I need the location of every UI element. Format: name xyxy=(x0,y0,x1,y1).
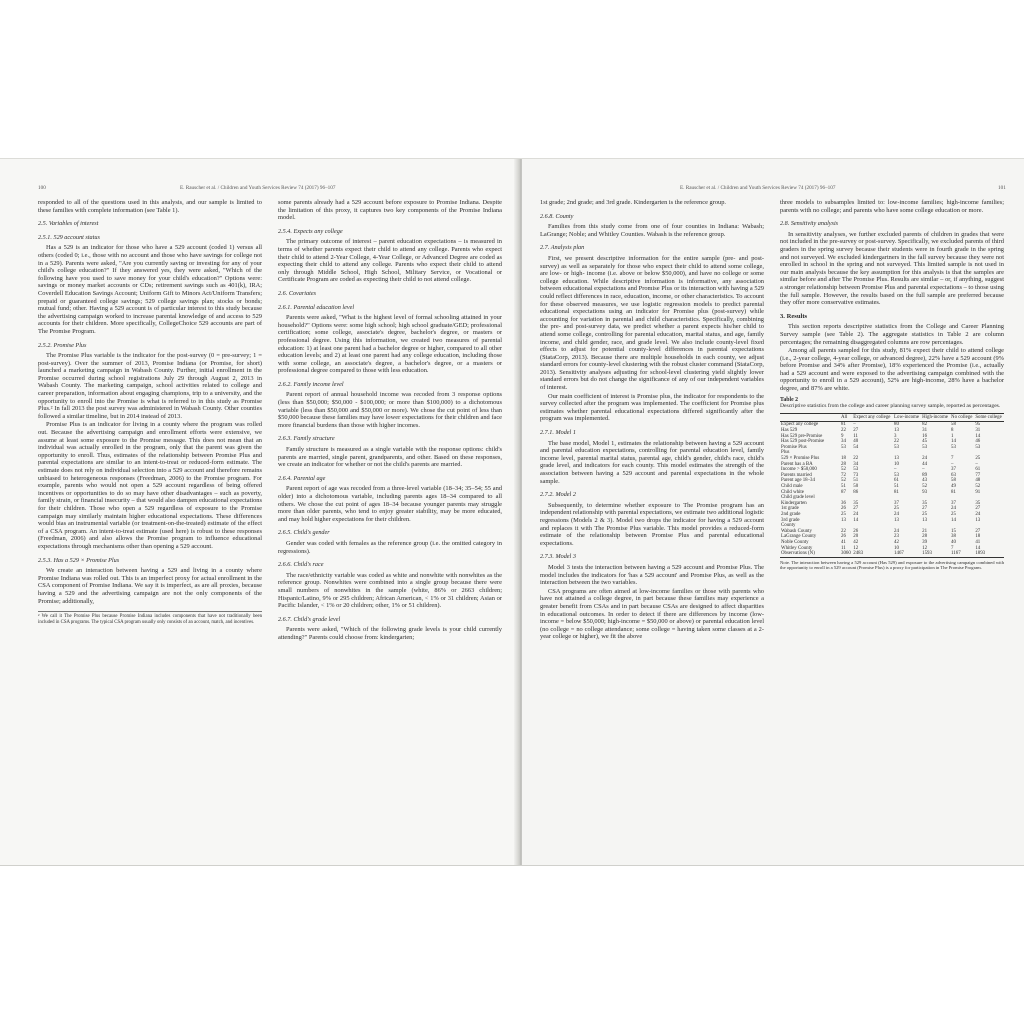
subsection-heading: 2.5.1. 529 account status xyxy=(38,233,100,241)
table-row-label: 2nd grade xyxy=(781,511,801,517)
table-cell: 81 xyxy=(951,489,956,495)
table-cell: 14 xyxy=(975,545,981,551)
table-cell: 34 xyxy=(853,461,859,467)
table-cell: 26 xyxy=(841,534,846,540)
table-cell: 13 xyxy=(975,517,981,523)
paragraph: three models to subsamples limited to: low-income families; high-income families; parents with no college; and parents who have some college education or more. xyxy=(780,199,1004,214)
table-cell: 53 xyxy=(853,467,859,473)
left-page xyxy=(0,159,518,865)
paragraph: Parent report of annual household income was recoded from 3 response options (less than $50,000; $50,000 - $100,000; or more than $100,000) to a dichotomous variable (less than $50,000 and $50,000 or more). We chose the cut point of less than $50,000 because these families may have lower expectations for their children and face more financial burdens than those with higher incomes. xyxy=(278,391,502,429)
table-row-label: 529 × Promise Plus xyxy=(781,456,820,461)
table-row-label: Observations (N) xyxy=(781,551,815,557)
left-column-2 xyxy=(278,199,502,643)
subsection-heading: 2.6.1. Parental education level xyxy=(278,303,355,311)
subsection-heading: 2.6.2. Family income level xyxy=(278,380,344,388)
paragraph: Parent report of age was recoded from a three-level variable (18–34; 35–54; 55 and older) into a dichotomous variable, including parents ages 18–34 compared to all others. We chose the cut point of ages 18–34 because younger parents may struggle more than older parents, who tend to enjoy greater stability, may be more educated, and may hold higher expectations for their children. xyxy=(278,485,502,523)
table-cell: 77 xyxy=(975,472,981,478)
right-column-1 xyxy=(540,199,764,642)
table-cell: 24 xyxy=(894,528,899,534)
table-cell: 37 xyxy=(951,500,956,506)
paragraph: Subsequently, to determine whether exposure to The Promise program has an independent relationship with parental expectations, we estimate two additional logistic regressions (Models 2 & 3). Model two drops the indicator for having a 529 account and replaces it with The Promise Plus variable. This model provides a reduced-form estimate of the relationship between Promise Plus and parental educational expectations. xyxy=(540,501,764,547)
table-cell: 9 xyxy=(841,433,844,439)
table-cell: 25 xyxy=(894,506,899,512)
section-heading: 2.6. Covariates xyxy=(278,289,316,297)
table-cell: 41 xyxy=(841,539,846,545)
section-heading: 2.7. Analysis plan xyxy=(540,244,585,252)
table-note: Note. The interaction between having a 529 account (Has 529) and exposure to the advertising campaign combined with the opportunity to enroll in a 529 account (Promise Plus) is a proxy for participation in The Promise Program. xyxy=(780,559,1004,571)
table-cell: 1 xyxy=(951,433,954,439)
table-row-label: Whitley County xyxy=(781,545,813,551)
table-header-cell: No college xyxy=(950,413,974,422)
paragraph: Family structure is measured as a single variable with the response options: child's parents are married, single parent, grandparents, and other. Based on these responses, we create an indicator for whether or not the child's parents are married. xyxy=(278,446,502,469)
table-cell: 91 xyxy=(975,489,981,495)
table-cell: 7 xyxy=(951,545,954,551)
table-cell: 35 xyxy=(922,500,928,506)
table-caption-text: Descriptive statistics from the college and career planning survey sample, reported as percentages. xyxy=(780,403,1001,410)
table-cell: 58 xyxy=(951,422,956,428)
table-row-label: Kindergarten xyxy=(781,500,807,506)
table-cell: 40 xyxy=(853,439,859,445)
section-heading: 3. Results xyxy=(780,312,808,320)
table-cell: 61 xyxy=(975,467,981,473)
page-number: 100 xyxy=(38,185,46,191)
table-row-label: Child male xyxy=(781,483,803,489)
table-cell: 81 xyxy=(894,489,899,495)
table-cell: – xyxy=(922,467,925,473)
subsection-heading: 2.6.3. Family structure xyxy=(278,435,335,443)
table-cell: 35 xyxy=(853,500,859,506)
table-row-label: Parents married xyxy=(781,472,812,478)
table-cell: 22 xyxy=(853,456,859,461)
right-column-2 xyxy=(780,199,1004,571)
table-cell: 53 xyxy=(894,472,899,478)
right-page xyxy=(522,159,1024,865)
table-cell: 14 xyxy=(853,517,859,523)
table-row-label: Parent age 18–34 xyxy=(781,478,815,484)
subsection-heading: 2.6.6. Child's race xyxy=(278,561,324,569)
table-cell: 18 xyxy=(975,534,981,540)
table-header-cell: High-income xyxy=(921,413,950,422)
section-heading: 2.8. Sensitivity analysis xyxy=(780,220,839,228)
table-cell: 12 xyxy=(922,545,928,551)
table-cell: 27 xyxy=(975,506,981,512)
page-number: 101 xyxy=(998,185,1006,191)
table-row-label: 3rd grade xyxy=(781,517,800,523)
table-cell: 37 xyxy=(894,500,899,506)
table-cell: 44 xyxy=(922,461,928,467)
table-cell: 52 xyxy=(975,483,981,489)
table-cell: – xyxy=(951,461,954,467)
table-cell: 28 xyxy=(922,534,928,540)
table-row-label: Noble County xyxy=(781,539,809,545)
table-cell: 27 xyxy=(853,428,859,434)
table-cell: 31 xyxy=(922,428,928,434)
table-cell: 15 xyxy=(951,528,956,534)
table-row-label: Promise Plus xyxy=(781,444,807,450)
table-cell: 13 xyxy=(894,428,899,434)
table-row-label: Plus xyxy=(781,450,790,456)
table-header-cell: Expect any college xyxy=(852,413,893,422)
table-cell: 13 xyxy=(922,517,928,523)
paragraph: Among all parents sampled for this study, 81% expect their child to attend college (i.e., 2-year college, 4-year college, or advanced degree), 22% have a 529 account (9% before Promise and 34% after Promise), 18% experienced the Promise (i.e., actually had a 529 account and were exposed to the advertising campaign combined with the opportunity to enroll in a 529 account), 52% are high-income, 28% have a bachelor degree, and 87% are white. xyxy=(780,347,1004,393)
table-cell: 24 xyxy=(975,511,981,517)
table-cell: 3060 xyxy=(841,551,851,557)
paragraph: Families from this study come from one of four counties in Indiana: Wabash; LaGrange; Noble; and Whitley Counties. Wabash is the reference group. xyxy=(540,223,764,238)
table-row-label: County xyxy=(781,523,796,529)
table-cell: 61 xyxy=(894,478,899,484)
table-cell: 80 xyxy=(894,422,899,428)
table-row-label: Child white xyxy=(781,489,804,495)
table-cell: 11 xyxy=(841,545,846,551)
table-cell: 24 xyxy=(951,506,956,512)
paragraph: CSA programs are often aimed at low-income families or those with parents who have not attained a college degree, in part because these families may experience a greater benefit from CSAs and in part because CSAs are designed to affect disparities in educational outcomes. In order to detect if there are differences by income (low-income = below $50,000; high-income = $50,000 or above) or parental education level (no college = no college attendance; some college = having taken some classes at a 2-year college or higher), we fit the above xyxy=(540,587,764,641)
table-cell: 39 xyxy=(922,539,928,545)
table-header-cell: Low-income xyxy=(893,413,921,422)
table-cell: 53 xyxy=(894,444,899,450)
table-header-cell: All xyxy=(840,413,852,422)
table-cell: 7 xyxy=(951,456,954,461)
table-row-label: Has 529 xyxy=(781,428,798,434)
paragraph: The race/ethnicity variable was coded as white and nonwhite with nonwhites as the reference group. Nonwhites were combined into a single group because there were small numbers of nonwhites in the sample (white, 86% or 2663 children; Hispanic/Latino, 9% or 295 children; African American, < 1% or 31 children; Asian or Pacific Islander, < 1% or 20 children; other, 1% or 51 children). xyxy=(278,571,502,610)
paragraph: We create an interaction between having a 529 and living in a county where Promise Indiana was rolled out. This is an imperfect proxy for actual enrollment in the CSA component of Promise Indiana. We say it is imperfect, as are all proxies, because having a 529 and the advertising campaign are not the only components of the Promise; additionally, xyxy=(38,567,262,605)
table-header-row xyxy=(780,413,1004,422)
table-cell: 51 xyxy=(841,483,846,489)
table-cell: 14 xyxy=(975,433,981,439)
table-cell: 27 xyxy=(975,528,981,534)
table-cell: 27 xyxy=(853,506,859,512)
table-cell: – xyxy=(894,467,897,473)
table-cell: 31 xyxy=(975,428,981,434)
table-cell: 25 xyxy=(975,456,981,461)
subsection-heading: 2.7.2. Model 2 xyxy=(540,491,576,499)
paragraph: The Promise Plus variable is the indicator for the post-survey (0 = pre-survey; 1 = post-survey). Over the summer of 2013, Promise Indiana (or Promise, for short) launched a marketing campaign in Wabash County. Further, initial enrollment in the Promise occurred during school registrations July 29 through August 2, 2013 in Wabash County. The marketing campaign, school activities related to college and career preparation, information about engaging champions, trip to a university, and the opportunity to enroll into the Promise is what is referred to in this study as Promise Plus.² In fall 2013 the post survey was administered in Wabash County. Other counties followed a similar timeline, but in 2014 instead of 2013. xyxy=(38,352,262,420)
table-cell: 40 xyxy=(951,539,956,545)
table-cell: 37 xyxy=(951,467,956,473)
table-cell: 72 xyxy=(841,472,846,478)
paragraph: Model 3 tests the interaction between having a 529 account and Promise Plus. The model includes the indicators for 'has a 529 account' and Promise Plus, as well as the interaction between the two variables. xyxy=(540,563,764,587)
table-cell: 63 xyxy=(951,472,956,478)
paragraph: The primary outcome of interest – parent education expectations – is measured in terms of whether parents expect their child to attend any college. Parents who expect their child to attend 2-Year College, 4-Year College, or Advanced Degree are coded as expecting their child to attend any college. Parents who expect their child to attend only through Middle School, High School, Military Service, or Vocational or Certificate Program are coded as expecting their child to not attend college. xyxy=(278,238,502,284)
table-cell: – xyxy=(975,461,978,467)
table-cell: 93 xyxy=(922,489,928,495)
table-cell: – xyxy=(853,422,856,428)
table-cell: 8 xyxy=(951,428,954,434)
table-cell: 58 xyxy=(951,478,956,484)
table-cell: 28 xyxy=(841,461,846,467)
table-row-label: Income > $50,000 xyxy=(781,467,817,473)
table-cell: 36 xyxy=(841,500,846,506)
table-cell: 25 xyxy=(841,511,846,517)
table-cell: 42 xyxy=(894,539,899,545)
table-cell: 23 xyxy=(894,534,899,540)
table-cell: 51 xyxy=(853,478,859,484)
table-cell: 52 xyxy=(922,483,928,489)
table-cell: 1467 xyxy=(894,551,904,557)
table-cell: 35 xyxy=(975,500,981,506)
table-caption xyxy=(780,397,1004,410)
table-header-cell: Some college xyxy=(974,413,1004,422)
table-cell: 41 xyxy=(975,539,981,545)
table-cell: 21 xyxy=(922,528,928,534)
table-row-label: Wabash County xyxy=(781,528,812,534)
table-cell: 52 xyxy=(841,478,846,484)
subsection-heading: 2.6.7. Child's grade level xyxy=(278,615,341,623)
table-cell: 50 xyxy=(853,483,859,489)
subsection-heading: 2.5.3. Has a 529 × Promise Plus xyxy=(38,556,120,564)
table-cell: 53 xyxy=(922,444,928,450)
table-label: Table 2 xyxy=(780,396,798,403)
table-cell: 3 xyxy=(894,433,897,439)
table-cell: 1593 xyxy=(922,551,932,557)
paragraph: Promise Plus is an indicator for living in a county where the program was rolled out. Because the advertising campaign and enrollment efforts were extensive, we assume at least some exposure to the Promise message. This does not mean that an individual was actually enrolled in the program, only that the parent was given the opportunity to enroll. Thus, estimates of the relationship between Promise Plus and parental expectations are similar to an intent-to-treat or reduced-form estimate. The estimate does not rely on individual selection into a 529 account and therefore remains unbiased to heterogeneous responses (Freedman, 2006) to the Promise program. For example, parents who would not open a 529 account regardless of being offered incentives or opportunities to do so may have other disadvantages – such as poverty, family strain, or financial insecurity – that would also dampen educational expectations for their children. Those who open a 529 regardless of exposure to the Promise campaign may similarly maintain higher educational expectations. These differences would bias an instrumental variable (or treatment-on-the-treated) estimate of the effect of a CSA program. An intent-to-treat estimate (used here) is robust to these responses (Freedman, 2006) and also allows the Promise program to influence educational expectations through mechanisms other than opening a 529 account. xyxy=(38,421,262,550)
table-cell: 81 xyxy=(841,422,846,428)
table-cell: 42 xyxy=(853,539,859,545)
table-cell: 48 xyxy=(975,478,981,484)
table-cell: 10 xyxy=(894,461,899,467)
table-cell: 53 xyxy=(951,444,956,450)
table-cell: 20 xyxy=(853,534,859,540)
paragraph: Parents were asked, "What is the highest level of formal schooling attained in your household?" Options were: some high school; high school graduate/GED; professional certification; some college, associate's degree, bachelor's degree, or masters or professional degree. Using this information, we created two measures of parental education: 1) at least one parent had a bachelor degree or higher, compared to all other education levels; and 2) at least one parent had any college education, including those with some college, an associate's degree, a bachelor's degree, or a masters or professional degree compared to those with less education. xyxy=(278,314,502,375)
table-cell: 46 xyxy=(975,439,981,445)
subsection-heading: 2.6.8. County xyxy=(540,212,574,220)
table-cell: 49 xyxy=(951,483,956,489)
table-row-label: 1st grade xyxy=(781,506,799,512)
table-row-label: Expect any college xyxy=(781,422,819,428)
table-cell: 13 xyxy=(841,517,846,523)
table-cell: 22 xyxy=(841,528,846,534)
table-cell: 86 xyxy=(853,489,859,495)
subsection-heading: 2.6.4. Parental age xyxy=(278,474,326,482)
subsection-heading: 2.5.2. Promise Plus xyxy=(38,341,87,349)
table-cell: 43 xyxy=(922,478,928,484)
paragraph: Has a 529 is an indicator for those who have a 529 account (coded 1) versus all others (coded 0; i.e., those with no account and those who have savings for college not in a 529). Parents were asked, "Are you currently saving or investing for any of your child's college education?" If they answered yes, they were asked, "Which of the following have you used to save money for your child's education?" Options were: savings or money market accounts or CDs; retirement savings such as 401(k), IRA; Coverdell Education Savings Account; Uniform Gift to Minors Act/Uniform Transfers; prepaid or guaranteed college savings; 529 college savings plan; stocks or bonds; mutual fund; other. Having a 529 account is of particular interest to this study because the advertising campaign worked to increase parental knowledge of and access to 529 accounts for their children. More specifically, CollegeChoice 529 accounts are part of The Promise Program. xyxy=(38,244,262,335)
subsection-heading: 2.7.3. Model 3 xyxy=(540,553,576,561)
table-cell: 45 xyxy=(922,439,928,445)
table-cell: 1893 xyxy=(975,551,986,557)
paragraph: First, we present descriptive information for the entire sample (pre- and post-survey) as well as separately for those who expect their child to attend some college, are low- or high- income (i.e. above or below $50,000), and have no college or some college education. While descriptive information is informative, any association between educational expectations and Promise Plus or its interaction with having a 529 could reflect differences in race, education, income, or other characteristics. To account for these observed measures, we use logistic regression models to predict parental educational expectations using an indicator for Promise plus (post-survey) while accounting for variation in parental and child characteristics. Specifically, combining the pre- and post-survey data, we predict whether a parent expects his/her child to attend some college, controlling for parental education, marital status, and age, family income, and child gender, race, and grade level. We also include county-level fixed effects to adjust for potential county-level differences in parental expectations (StataCorp, 2013). Because there are multiple households in each county, we adjust standard errors for county-level clustering with the robust cluster command (StataCorp, 2013). Sensitivity analyses adjusting for school-level clustering yield slightly lower standard errors but do not change the significance of any of our independent variables of interest. xyxy=(540,254,764,392)
paragraph: In sensitivity analyses, we further excluded parents of children in grades that were not included in the pre-survey or post-survey. Specifically, we excluded parents of third graders in the spring survey because their students were in fourth grade in the spring and not surveyed. We excluded kindergartners in the fall survey because they were not enrolled in school in the spring and not surveyed. This limited sample is not used in our main analysis because the key assumption for this analysis is that the samples are similar before and after The Promise Plus. Results are similar – or, if anything, suggest a stronger relationship between Promise Plus and parental expectations – to those using the full sample. However, the results based on the full sample are preferred because they offer more conservative estimates. xyxy=(780,230,1004,307)
table-cell: 16 xyxy=(922,433,928,439)
table-row-label: Child grade level xyxy=(781,495,815,501)
table-cell: 53 xyxy=(841,444,846,450)
table-row-label: Parent has a BA xyxy=(781,461,813,467)
table-row-label: LaGrange County xyxy=(781,534,817,540)
paragraph: This section reports descriptive statistics from the College and Career Planning Survey sample (see Table 2). The aggregate statistics in Table 2 are column percentages; the remaining disaggregated columns are row percentages. xyxy=(780,323,1004,346)
paragraph: responded to all of the questions used in this analysis, and our sample is limited to these families with complete information (see Table 1). xyxy=(38,199,262,214)
table-cell: 24 xyxy=(894,511,899,517)
table-cell: 34 xyxy=(841,439,846,445)
table-cell: 38 xyxy=(951,534,956,540)
table-cell: 95 xyxy=(975,422,981,428)
table-cell: 1167 xyxy=(951,551,961,557)
paragraph: some parents already had a 529 account before exposure to Promise Indiana. Despite the limitation of this proxy, it captures two key components of the Promise Indiana model. xyxy=(278,199,502,222)
book-spread xyxy=(0,158,1024,866)
table-cell: 27 xyxy=(922,506,928,512)
running-head: E. Rauscher et al. / Children and Youth Services Review 74 (2017) 96–107 xyxy=(180,185,336,191)
table-cell: 54 xyxy=(853,444,859,450)
table-cell: 53 xyxy=(975,444,981,450)
table-body xyxy=(780,422,1004,557)
table-cell: 11 xyxy=(853,433,858,439)
subsection-heading: 2.5.4. Expects any college xyxy=(278,227,343,235)
table-cell: 89 xyxy=(922,472,928,478)
table-cell: 51 xyxy=(894,483,899,489)
paragraph: Our main coefficient of interest is Promise plus, the indicator for respondents to the survey collected after the program was implemented. The coefficient for Promise plus estimates whether parental educational expectations differed significantly after the program was implemented. xyxy=(540,392,764,423)
table-cell: 24 xyxy=(853,511,859,517)
table-cell: 14 xyxy=(951,439,956,445)
table-cell: 14 xyxy=(951,517,956,523)
table-cell: 24 xyxy=(922,456,928,461)
table-cell: 52 xyxy=(841,467,846,473)
table-cell: 13 xyxy=(894,456,899,461)
paragraph: The base model, Model 1, estimates the relationship between having a 529 account and parental education expectations, controlling for parental education level, family income level, parental marital status, parental age, child's gender, child's race, child's grade level, and indicators for each county. This model estimates the strength of the association between having a 529 account and parental expectations in the whole sample. xyxy=(540,439,764,485)
paragraph: 1st grade; 2nd grade; and 3rd grade. Kindergarten is the reference group. xyxy=(540,199,727,206)
table-cell: 25 xyxy=(951,511,956,517)
table-cell: 82 xyxy=(922,422,928,428)
table-row-label: Has 529 post-Promise xyxy=(781,439,825,445)
table-cell: 87 xyxy=(841,489,846,495)
left-column-1 xyxy=(38,199,262,626)
table-header-cell xyxy=(780,413,840,422)
table-cell: 10 xyxy=(894,545,899,551)
table-cell: 12 xyxy=(853,545,859,551)
footnote: ² We call it The Promise Plus because Promise Indiana includes components that have not traditionally been included in CSA programs. The typical CSA program usually only consists of an account, match, and incentives. xyxy=(38,611,262,626)
table-cell: 26 xyxy=(853,528,859,534)
paragraph: Parents were asked, "Which of the following grade levels is your child currently attending?" Parents could choose from: kindergarten; xyxy=(278,626,502,641)
table-cell: 18 xyxy=(841,456,846,461)
table-cell: 2483 xyxy=(853,551,864,557)
table-cell: 25 xyxy=(922,511,928,517)
section-heading: 2.5. Variables of interest xyxy=(38,220,99,228)
table-cell: 22 xyxy=(841,428,846,434)
table-cell: 13 xyxy=(894,517,899,523)
subsection-heading: 2.6.5. Child's gender xyxy=(278,529,330,537)
subsection-heading: 2.7.1. Model 1 xyxy=(540,429,576,437)
table-row xyxy=(780,551,1004,557)
table-cell: 73 xyxy=(853,472,859,478)
table-row-label: Has 529 pre-Promise xyxy=(781,433,823,439)
descriptive-statistics-table xyxy=(780,413,1004,558)
table-cell: 26 xyxy=(841,506,846,512)
table-cell: 22 xyxy=(894,439,899,445)
running-head: E. Rauscher et al. / Children and Youth Services Review 74 (2017) 96–107 xyxy=(680,185,836,191)
paragraph: Gender was coded with females as the reference group (i.e. the omitted category in regressions). xyxy=(278,539,502,555)
